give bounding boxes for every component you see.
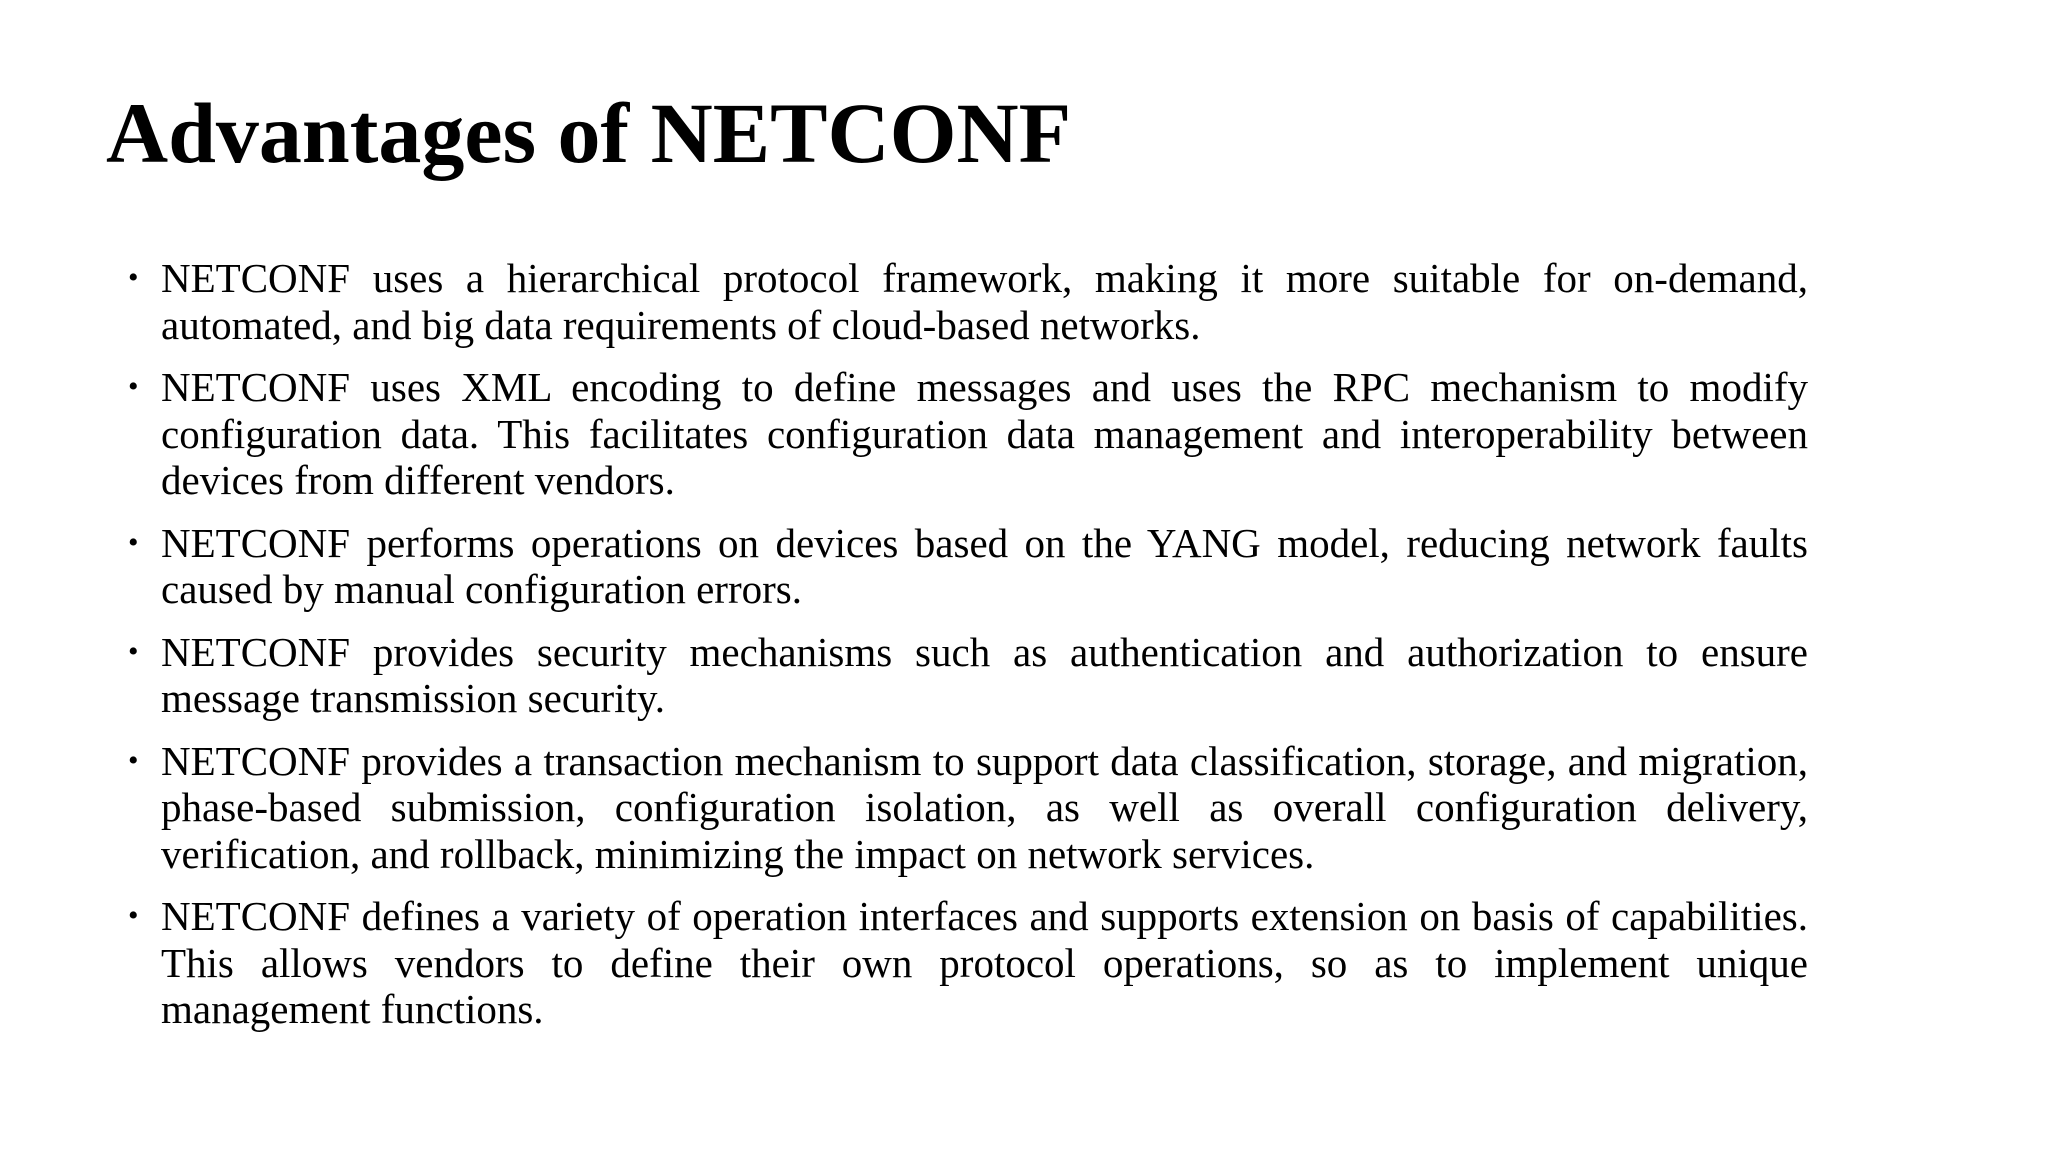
bullet-text: NETCONF provides a transaction mechanism to support data classification, storage, and migration, phase-based submission, configuration isolation, as well as overall configuration delivery, verification, and rollback, minimizing the impact on network services. [161,737,1808,877]
bullet-text: NETCONF provides security mechanisms such as authentication and authorization to ensure message transmission security. [161,628,1808,721]
slide-title: Advantages of NETCONF [106,85,1072,181]
bullet-dot-icon: • [128,634,139,668]
bullet-dot-icon: • [128,743,139,777]
bullet-item [128,893,1808,1033]
bullet-dot-icon: • [128,525,139,559]
bullet-dot-icon: • [128,261,139,294]
bullet-item [128,364,1808,504]
bullet-item [128,255,1808,348]
bullet-dot-icon: • [128,370,139,403]
bullet-text: NETCONF uses XML encoding to define messages and uses the RPC mechanism to modify configuration data. This facilitates configuration data management and interoperability between devices from different vendors. [161,364,1808,503]
bullet-text: NETCONF uses a hierarchical protocol framework, making it more suitable for on-demand, automated, and big data requirements of cloud-based networks. [161,255,1808,348]
bullet-text: NETCONF defines a variety of operation interfaces and supports extension on basis of capabilities. This allows vendors to define their own protocol operations, so as to implement unique management functions. [161,893,1808,1032]
bullet-list [128,255,1808,1049]
bullet-item [128,738,1808,878]
bullet-text: NETCONF performs operations on devices based on the YANG model, reducing network faults caused by manual configuration errors. [161,519,1808,612]
bullet-dot-icon: • [128,899,139,932]
bullet-item [128,629,1808,722]
bullet-item [128,520,1808,613]
